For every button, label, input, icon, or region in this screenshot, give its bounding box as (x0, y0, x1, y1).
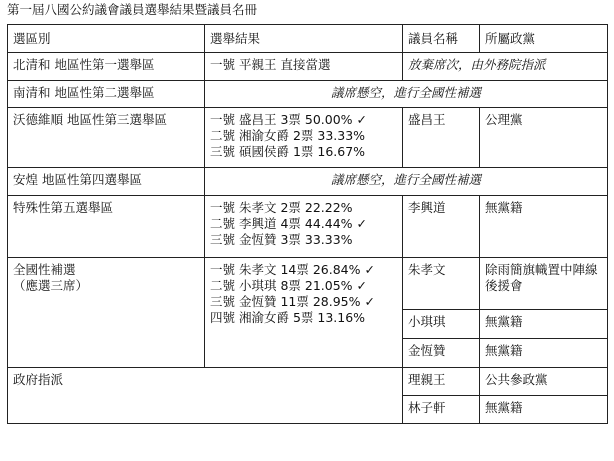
candidate-line: 二號 李興道 4票 44.44% ✓ (210, 216, 367, 231)
header-row (8, 25, 608, 53)
table-caption: 第一屆八國公約議會議員選舉結果暨議員名冊 (7, 2, 258, 17)
member-cell: 朱孝文 (403, 258, 480, 310)
district-line: （應選三席） (13, 278, 89, 293)
district-cell: 特殊性第五選舉區 (8, 196, 205, 258)
member-cell: 金恆贊 (403, 339, 480, 368)
district-cell (8, 258, 205, 368)
party-cell: 無黨籍 (480, 396, 608, 424)
party-cell: 除雨簡旗幟置中陣線後援會 (480, 258, 608, 310)
district-cell: 沃德維順 地區性第三選舉區 (8, 108, 205, 168)
member-cell: 小琪琪 (403, 310, 480, 339)
header-result: 選舉結果 (205, 25, 403, 53)
member-cell: 李興道 (403, 196, 480, 258)
header-member: 議員名稱 (403, 25, 480, 53)
party-cell: 無黨籍 (480, 339, 608, 368)
election-results-table (7, 24, 608, 424)
candidate-line: 一號 朱孝文 2票 22.22% (210, 200, 353, 215)
candidate-line: 三號 金恆贊 11票 28.95% ✓ (210, 294, 375, 309)
table-row (8, 168, 608, 196)
header-district: 選區別 (8, 25, 205, 53)
note-cell: 放棄席次，由外務院指派 (403, 53, 608, 81)
table-row (8, 196, 608, 258)
table-row (8, 108, 608, 168)
district-line: 全國性補選 (13, 262, 76, 277)
candidate-line: 三號 金恆贊 3票 33.33% (210, 232, 353, 247)
party-cell: 無黨籍 (480, 196, 608, 258)
member-cell: 林子軒 (403, 396, 480, 424)
party-cell: 無黨籍 (480, 310, 608, 339)
result-cell (205, 196, 403, 258)
table-row (8, 368, 608, 396)
table-row (8, 258, 608, 310)
header-party: 所屬政黨 (480, 25, 608, 53)
party-cell: 公理黨 (480, 108, 608, 168)
table-row (8, 53, 608, 81)
note-cell: 議席懸空，進行全國性補選 (205, 168, 608, 196)
candidate-line: 二號 小琪琪 8票 21.05% ✓ (210, 278, 367, 293)
candidate-line: 二號 湘渝女爵 2票 33.33% (210, 128, 366, 143)
result-cell (205, 108, 403, 168)
district-cell: 政府指派 (8, 368, 403, 424)
district-cell: 安煌 地區性第四選舉區 (8, 168, 205, 196)
member-cell: 盛昌王 (403, 108, 480, 168)
party-cell: 公共參政黨 (480, 368, 608, 396)
candidate-line: 三號 碩國侯爵 1票 16.67% (210, 144, 366, 159)
result-cell: 一號 平親王 直接當選 (205, 53, 403, 81)
note-cell: 議席懸空，進行全國性補選 (205, 81, 608, 108)
result-cell (205, 258, 403, 368)
district-cell: 南清和 地區性第二選舉區 (8, 81, 205, 108)
candidate-line: 一號 盛昌王 3票 50.00% ✓ (210, 112, 367, 127)
candidate-line: 一號 朱孝文 14票 26.84% ✓ (210, 262, 375, 277)
candidate-line: 四號 湘渝女爵 5票 13.16% (210, 310, 366, 325)
table-row (8, 81, 608, 108)
member-cell: 理親王 (403, 368, 480, 396)
district-cell: 北清和 地區性第一選舉區 (8, 53, 205, 81)
